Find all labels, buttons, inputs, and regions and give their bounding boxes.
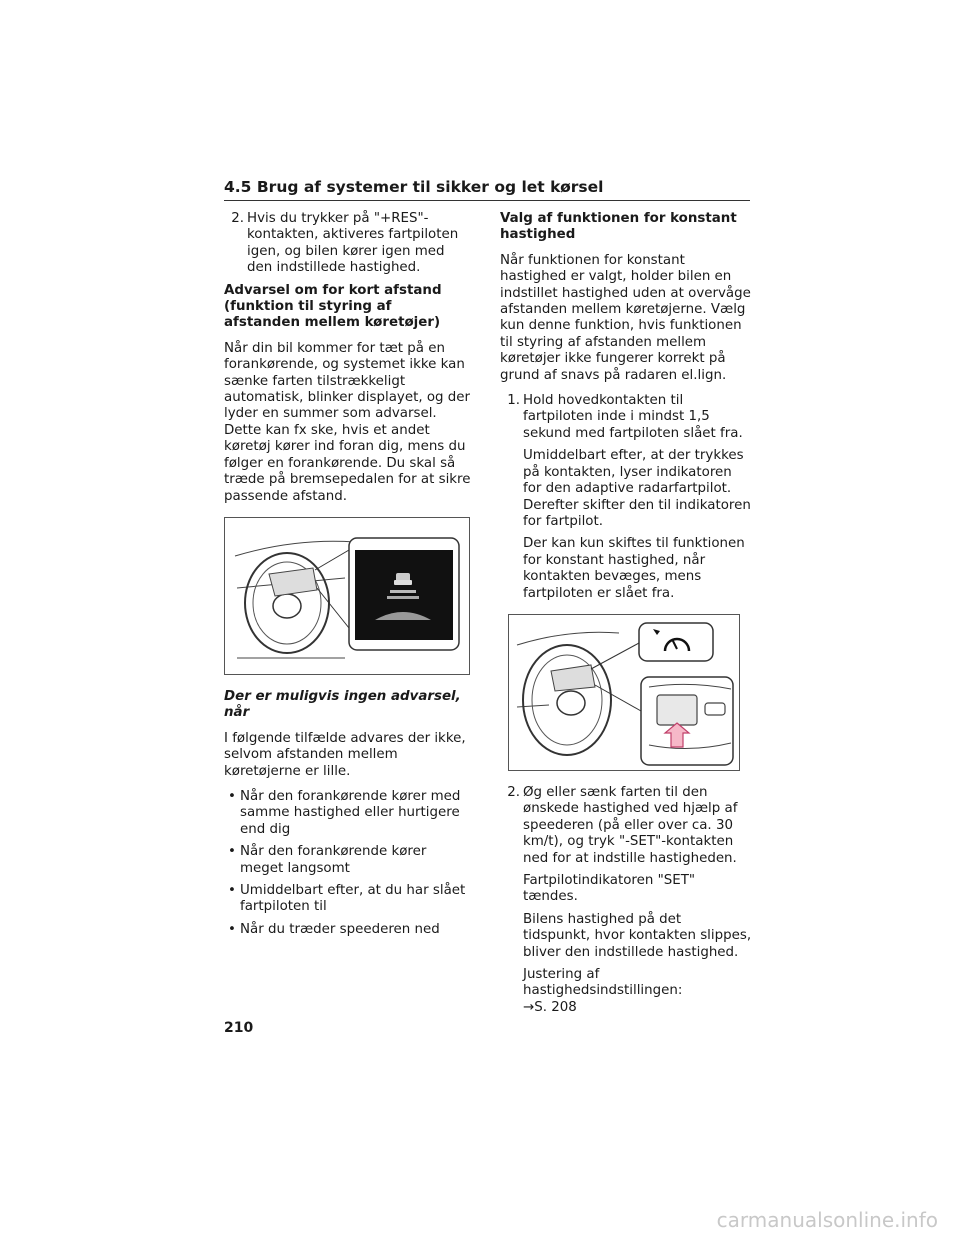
step-2-note-adjust: Justering af hastighedsindstillingen: <box>523 967 683 999</box>
cruise-switch-illustration <box>508 614 740 771</box>
bullet-mark: • <box>228 844 236 860</box>
constant-speed-heading: Valg af funktionen for konstant hastighed <box>500 211 737 243</box>
step-number: 1. <box>507 393 520 409</box>
step-2-resume <box>224 211 472 277</box>
bullet-item <box>224 789 472 838</box>
step-text: Øg eller sænk farten til den ønskede hastighed ved hjælp af speederen (på eller over ca. 30 km/t), og tryk "-SET"-kontakten ned for at indstille hastigheden. <box>523 784 738 866</box>
no-warning-intro: I følgende tilfælde advares der ikke, selvom afstanden mellem køretøjerne er lille. <box>224 730 466 779</box>
bullet-mark: • <box>228 788 236 804</box>
bullet-text: Når du træder speederen ned <box>240 921 440 937</box>
step-2-note-set-indicator: Fartpilotindikatoren "SET" tændes. <box>523 872 696 905</box>
step-number: 2. <box>231 211 244 226</box>
bullet-mark: • <box>228 882 236 898</box>
step-number: 2. <box>507 784 520 800</box>
bullet-item <box>224 922 472 938</box>
dashboard-display-drawing <box>225 518 469 674</box>
bullet-text: Når den forankørende kører meget langsomt <box>240 844 427 876</box>
step-1-note-switching: Der kan kun skiftes til funktionen for konstant hastighed, når kontakten bevæges, mens fartpiloten er slået fra. <box>523 536 745 601</box>
right-column <box>500 211 752 1022</box>
bullet-mark: • <box>228 921 236 937</box>
step-2-note-speed: Bilens hastighed på det tidspunkt, hvor kontakten slippes, bliver den indstillede hastighed. <box>523 911 752 960</box>
step-2-set-speed <box>500 785 752 867</box>
distance-warning-illustration <box>224 517 470 675</box>
steering-switch-drawing <box>509 615 739 770</box>
bullet-item <box>224 844 472 877</box>
constant-speed-intro: Når funktionen for konstant hastighed er valgt, holder bilen en indstillet hastighed uden at overvåge afstanden mellem køretøjerne. Vælg kun denne funktion, hvis funktionen til styring af afstanden mellem køretøjer ikke fungerer korrekt på grund af snavs på radaren el.lign. <box>500 252 751 383</box>
watermark: carmanualsonline.info <box>716 1208 938 1232</box>
section-header: 4.5 Brug af systemer til sikker og let kørsel <box>224 178 750 201</box>
step-text: Hvis du trykker på "+RES"-kontakten, aktiveres fartpiloten igen, og bilen kører igen med den indstillede hastighed. <box>247 211 459 276</box>
warning-paragraph: Når din bil kommer for tæt på en forankørende, og systemet ikke kan sænke farten tilstrækkeligt automatisk, blinker displayet, og der lyder en summer som advarsel. Dette kan fx ske, hvis et andet køretøj kører ind foran dig, mens du følger en forankørende. Du skal så træde på bremsepedalen for at sikre passende afstand. <box>224 340 471 504</box>
no-warning-heading: Der er muligvis ingen advarsel, når <box>224 688 461 721</box>
step-text: Hold hovedkontakten til fartpiloten inde i mindst 1,5 sekund med fartpiloten slået fra. <box>523 393 743 441</box>
page-number: 210 <box>224 1020 254 1036</box>
step-1-note-indicator: Umiddelbart efter, at der trykkes på kontakten, lyser indikatoren for den adaptive radarfartpilot. Derefter skifter den til indikatoren for fartpilot. <box>523 448 751 529</box>
page-reference-link[interactable]: →S. 208 <box>523 999 577 1015</box>
bullet-text: Når den forankørende kører med samme hastighed eller hurtigere end dig <box>240 788 461 837</box>
bullet-text: Umiddelbart efter, at du har slået fartpiloten til <box>240 882 466 915</box>
warning-heading: Advarsel om for kort afstand (funktion til styring af afstanden mellem køretøjer) <box>224 282 442 331</box>
step-1-hold-switch <box>500 393 752 442</box>
left-column <box>224 211 472 944</box>
bullet-item <box>224 883 472 916</box>
